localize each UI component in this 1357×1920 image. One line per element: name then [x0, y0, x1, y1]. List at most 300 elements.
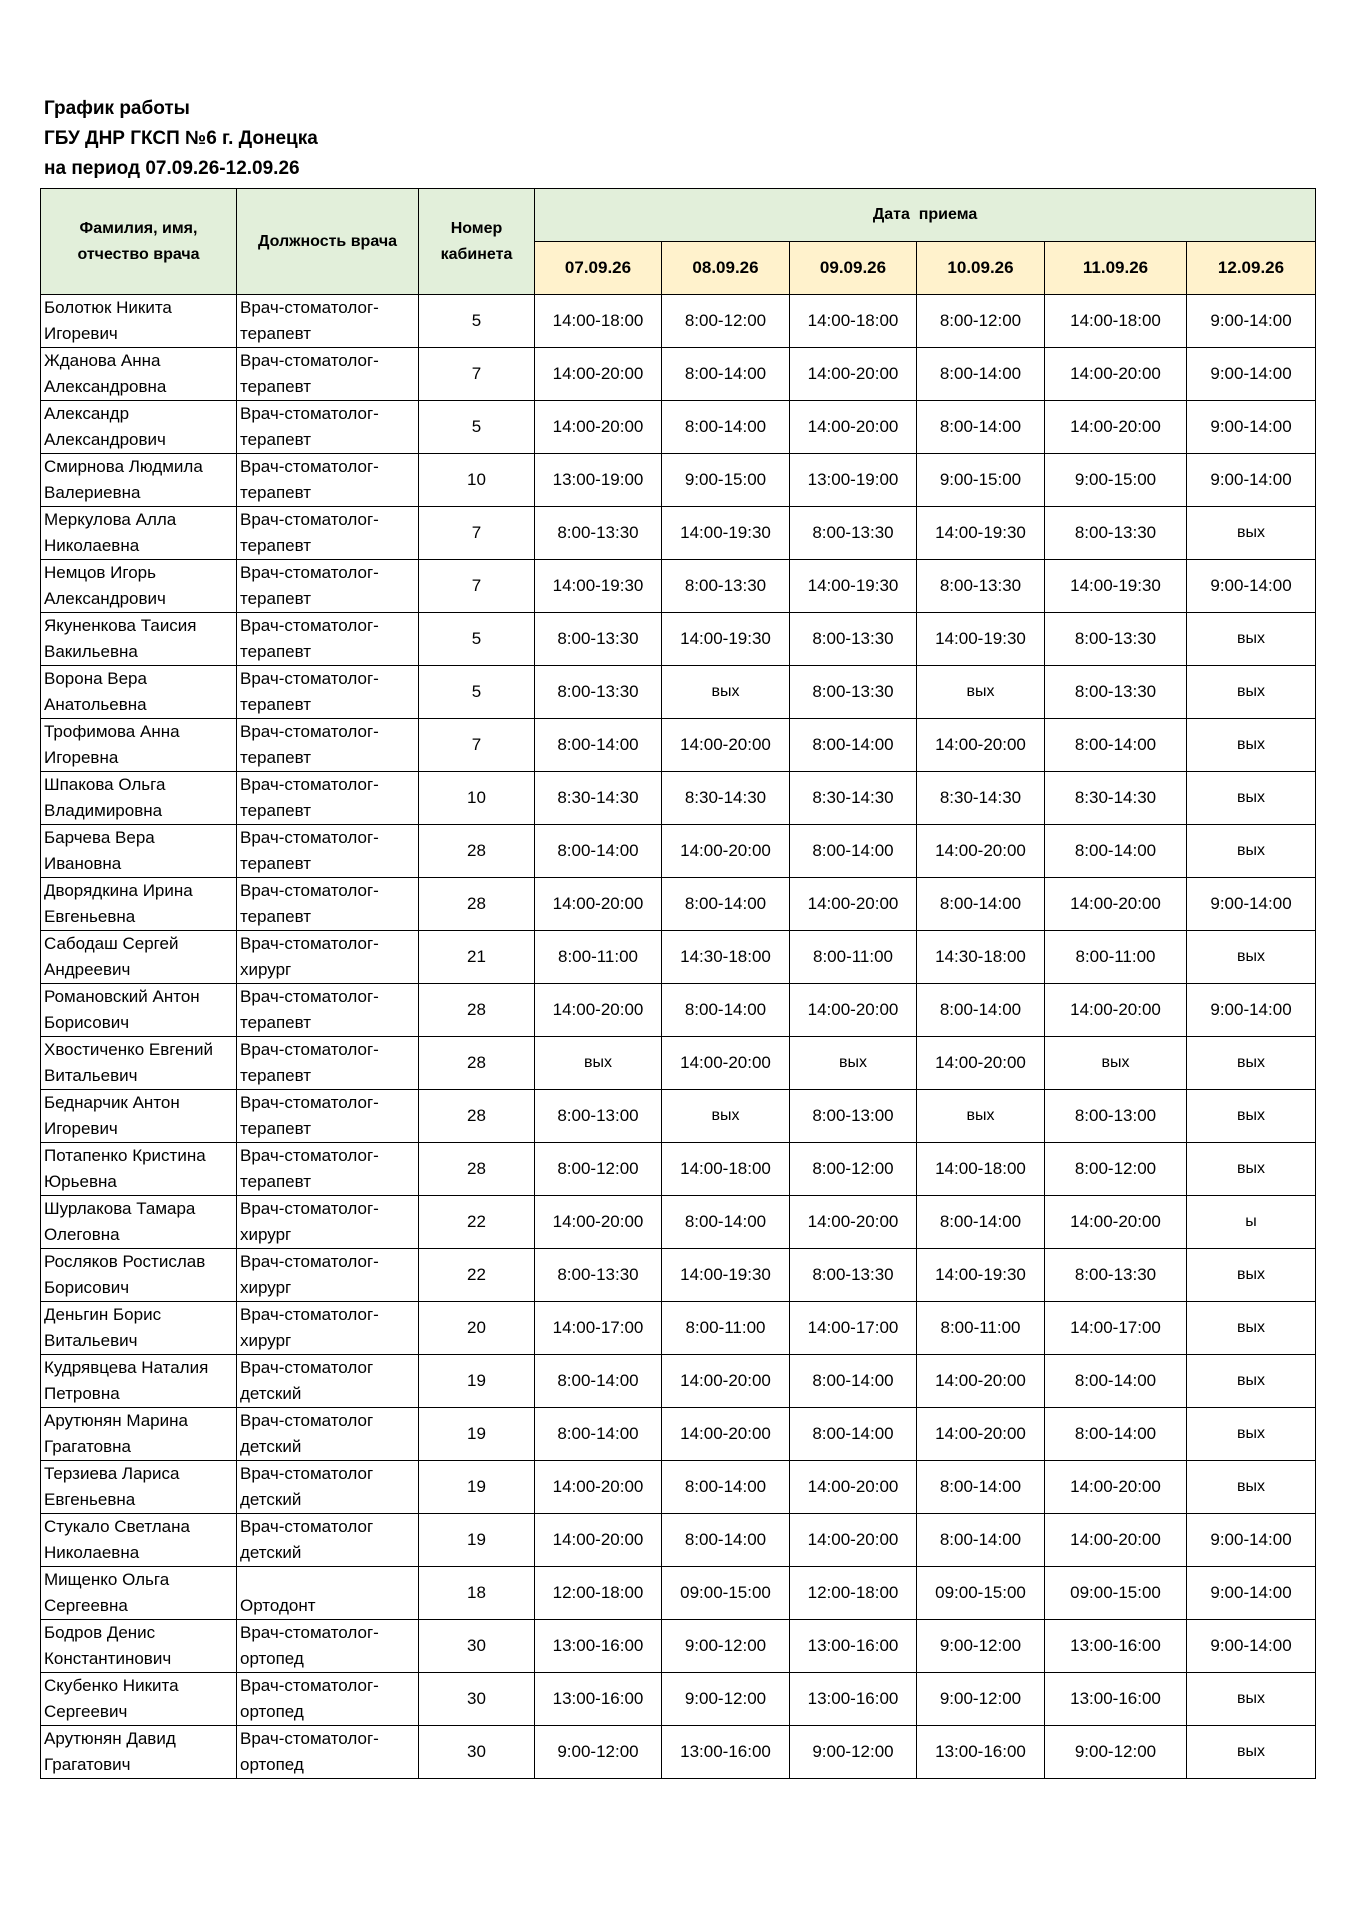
- room-number-cell: 7: [419, 348, 535, 401]
- doctor-name-line: Грагатовна: [44, 1437, 131, 1456]
- room-number-cell: 30: [419, 1620, 535, 1673]
- doctor-position-line: терапевт: [240, 1172, 312, 1191]
- table-row: [41, 719, 1316, 772]
- schedule-cell: 8:00-12:00: [535, 1143, 662, 1196]
- schedule-cell: вых: [535, 1037, 662, 1090]
- room-number-cell: 19: [419, 1514, 535, 1567]
- schedule-cell: 14:00-19:30: [917, 1249, 1045, 1302]
- schedule-cell: 12:00-18:00: [535, 1567, 662, 1620]
- doctor-name-cell: [41, 772, 237, 825]
- doctor-name-line: Арутюнян Марина: [44, 1411, 188, 1430]
- doctor-name-line: Стукало Светлана: [44, 1517, 190, 1536]
- schedule-cell: вых: [1187, 1037, 1316, 1090]
- table-row: [41, 878, 1316, 931]
- schedule-cell: 8:00-13:00: [535, 1090, 662, 1143]
- schedule-cell: 14:00-20:00: [790, 1196, 917, 1249]
- doctor-position-cell: [237, 507, 419, 560]
- schedule-cell: 9:00-14:00: [1187, 984, 1316, 1037]
- doctor-name-line: Шпакова Ольга: [44, 775, 166, 794]
- schedule-cell: 14:00-20:00: [1045, 1514, 1187, 1567]
- schedule-cell: вых: [1187, 1090, 1316, 1143]
- room-number-cell: 7: [419, 560, 535, 613]
- schedule-cell: 8:00-14:00: [662, 1461, 790, 1514]
- doctor-name-line: Александр: [44, 404, 130, 423]
- doctor-name-line: Мищенко Ольга: [44, 1570, 170, 1589]
- schedule-cell: 13:00-16:00: [790, 1673, 917, 1726]
- doctor-name-line: Шурлакова Тамара: [44, 1199, 196, 1218]
- schedule-cell: 8:00-14:00: [662, 348, 790, 401]
- schedule-cell: 8:00-11:00: [1045, 931, 1187, 984]
- doctor-name-line: Беднарчик Антон: [44, 1093, 180, 1112]
- table-row: [41, 1355, 1316, 1408]
- doctor-name-line: Грагатович: [44, 1755, 131, 1774]
- doctor-name-cell: [41, 613, 237, 666]
- doctor-position-line: терапевт: [240, 801, 312, 820]
- schedule-cell: 14:00-20:00: [790, 1461, 917, 1514]
- doctor-position-cell: [237, 1673, 419, 1726]
- doctor-name-cell: [41, 507, 237, 560]
- room-number-cell: 19: [419, 1355, 535, 1408]
- schedule-cell: 14:00-20:00: [917, 719, 1045, 772]
- schedule-cell: вых: [1045, 1037, 1187, 1090]
- doctor-name-line: Смирнова Людмила: [44, 457, 203, 476]
- schedule-cell: 14:00-20:00: [790, 401, 917, 454]
- schedule-cell: 14:00-20:00: [535, 1514, 662, 1567]
- schedule-cell: вых: [917, 1090, 1045, 1143]
- table-row: [41, 401, 1316, 454]
- doctor-position-line: [240, 1567, 418, 1593]
- document-title: [44, 94, 318, 184]
- schedule-cell: 9:00-14:00: [1187, 560, 1316, 613]
- schedule-cell: вых: [1187, 1355, 1316, 1408]
- doctor-name-line: Игоревич: [44, 1119, 118, 1138]
- table-row: [41, 1302, 1316, 1355]
- schedule-cell: 9:00-14:00: [1187, 454, 1316, 507]
- doctor-name-cell: [41, 1302, 237, 1355]
- doctor-name-line: Евгеньевна: [44, 1490, 136, 1509]
- schedule-cell: 8:00-13:30: [535, 613, 662, 666]
- schedule-cell: 9:00-14:00: [1187, 1567, 1316, 1620]
- schedule-cell: 14:00-20:00: [1045, 1196, 1187, 1249]
- doctor-name-line: Росляков Ростислав: [44, 1252, 206, 1271]
- schedule-cell: 13:00-16:00: [790, 1620, 917, 1673]
- doctor-position-line: хирург: [240, 1278, 292, 1297]
- doctor-name-cell: [41, 984, 237, 1037]
- doctor-position-cell: [237, 1302, 419, 1355]
- schedule-cell: 13:00-16:00: [1045, 1673, 1187, 1726]
- doctor-position-line: Врач-стоматолог-: [240, 987, 379, 1006]
- schedule-cell: 14:00-19:30: [535, 560, 662, 613]
- doctor-name-cell: [41, 1620, 237, 1673]
- doctor-name-cell: [41, 1461, 237, 1514]
- schedule-cell: 8:30-14:30: [662, 772, 790, 825]
- doctor-position-line: терапевт: [240, 536, 312, 555]
- doctor-position-cell: [237, 560, 419, 613]
- schedule-cell: 9:00-15:00: [917, 454, 1045, 507]
- schedule-cell: 14:00-20:00: [1045, 348, 1187, 401]
- header-date: 07.09.26: [535, 242, 662, 295]
- table-row: [41, 1461, 1316, 1514]
- table-row: [41, 1620, 1316, 1673]
- table-row: [41, 931, 1316, 984]
- title-line-2: ГБУ ДНР ГКСП №6 г. Донецка: [44, 128, 318, 149]
- doctor-position-cell: [237, 1355, 419, 1408]
- room-number-cell: 10: [419, 772, 535, 825]
- doctor-name-line: Александрович: [44, 430, 166, 449]
- table-row: [41, 1143, 1316, 1196]
- schedule-cell: 14:00-20:00: [1045, 1461, 1187, 1514]
- header-room: Номер кабинета: [419, 189, 535, 295]
- doctor-name-line: Романовский Антон: [44, 987, 200, 1006]
- table-row: [41, 507, 1316, 560]
- doctor-name-cell: [41, 1143, 237, 1196]
- doctor-position-cell: [237, 1514, 419, 1567]
- schedule-cell: 9:00-14:00: [1187, 295, 1316, 348]
- schedule-cell: 9:00-15:00: [662, 454, 790, 507]
- doctor-position-line: Врач-стоматолог-: [240, 616, 379, 635]
- schedule-cell: 8:00-12:00: [917, 295, 1045, 348]
- doctor-position-line: Врач-стоматолог-: [240, 1199, 379, 1218]
- doctor-position-cell: [237, 454, 419, 507]
- room-number-cell: 10: [419, 454, 535, 507]
- doctor-position-line: Врач-стоматолог: [240, 1464, 374, 1483]
- room-number-cell: 20: [419, 1302, 535, 1355]
- doctor-position-line: хирург: [240, 1331, 292, 1350]
- doctor-name-line: Барчева Вера: [44, 828, 155, 847]
- table-row: [41, 295, 1316, 348]
- doctor-name-line: Потапенко Кристина: [44, 1146, 206, 1165]
- room-number-cell: 28: [419, 1037, 535, 1090]
- schedule-cell: 13:00-16:00: [535, 1620, 662, 1673]
- table-body: [41, 295, 1316, 1779]
- doctor-name-cell: [41, 348, 237, 401]
- schedule-cell: 8:00-14:00: [1045, 1408, 1187, 1461]
- schedule-cell: вых: [1187, 772, 1316, 825]
- schedule-cell: 14:00-20:00: [1045, 401, 1187, 454]
- schedule-cell: вых: [790, 1037, 917, 1090]
- schedule-cell: 9:00-14:00: [1187, 1620, 1316, 1673]
- doctor-name-cell: [41, 1673, 237, 1726]
- schedule-cell: 13:00-16:00: [917, 1726, 1045, 1779]
- doctor-name-line: Ворона Вера: [44, 669, 147, 688]
- doctor-position-line: Врач-стоматолог-: [240, 934, 379, 953]
- schedule-cell: 8:00-14:00: [662, 1514, 790, 1567]
- schedule-cell: ы: [1187, 1196, 1316, 1249]
- table-row: [41, 984, 1316, 1037]
- doctor-position-line: детский: [240, 1543, 302, 1562]
- doctor-name-line: Арутюнян Давид: [44, 1729, 176, 1748]
- room-number-cell: 28: [419, 878, 535, 931]
- doctor-name-cell: [41, 401, 237, 454]
- doctor-name-line: Якуненкова Таисия: [44, 616, 197, 635]
- room-number-cell: 5: [419, 401, 535, 454]
- doctor-name-line: Кудрявцева Наталия: [44, 1358, 209, 1377]
- doctor-position-line: терапевт: [240, 642, 312, 661]
- schedule-cell: 8:00-14:00: [917, 1196, 1045, 1249]
- schedule-cell: 14:00-20:00: [917, 1408, 1045, 1461]
- schedule-cell: 14:00-19:30: [790, 560, 917, 613]
- doctor-name-line: Юрьевна: [44, 1172, 117, 1191]
- schedule-cell: 14:00-20:00: [535, 1461, 662, 1514]
- schedule-cell: 14:00-20:00: [535, 878, 662, 931]
- doctor-position-cell: [237, 1249, 419, 1302]
- schedule-cell: 09:00-15:00: [917, 1567, 1045, 1620]
- doctor-name-cell: [41, 1408, 237, 1461]
- doctor-position-line: терапевт: [240, 483, 312, 502]
- doctor-position-line: Врач-стоматолог-: [240, 669, 379, 688]
- schedule-cell: 14:00-20:00: [535, 401, 662, 454]
- schedule-cell: 14:00-20:00: [917, 825, 1045, 878]
- doctor-position-line: Врач-стоматолог-: [240, 1305, 379, 1324]
- doctor-name-line: Меркулова Алла: [44, 510, 177, 529]
- doctor-name-cell: [41, 1355, 237, 1408]
- room-number-cell: 21: [419, 931, 535, 984]
- doctor-position-cell: [237, 1143, 419, 1196]
- doctor-position-line: Врач-стоматолог-: [240, 1676, 379, 1695]
- doctor-position-cell: [237, 1090, 419, 1143]
- schedule-cell: вых: [662, 666, 790, 719]
- doctor-position-cell: [237, 1037, 419, 1090]
- doctor-position-line: терапевт: [240, 854, 312, 873]
- schedule-cell: 14:00-17:00: [790, 1302, 917, 1355]
- doctor-position-line: терапевт: [240, 1013, 312, 1032]
- schedule-cell: 9:00-14:00: [1187, 348, 1316, 401]
- schedule-cell: 8:00-13:30: [1045, 1249, 1187, 1302]
- doctor-name-line: Ивановна: [44, 854, 122, 873]
- doctor-position-line: Врач-стоматолог-: [240, 563, 379, 582]
- doctor-position-cell: [237, 1461, 419, 1514]
- schedule-cell: 14:00-20:00: [662, 1408, 790, 1461]
- doctor-position-line: Врач-стоматолог-: [240, 775, 379, 794]
- schedule-cell: 8:00-11:00: [917, 1302, 1045, 1355]
- room-number-cell: 28: [419, 984, 535, 1037]
- schedule-cell: 14:00-18:00: [535, 295, 662, 348]
- doctor-name-line: Трофимова Анна: [44, 722, 180, 741]
- table-row: [41, 1673, 1316, 1726]
- doctor-position-cell: [237, 613, 419, 666]
- doctor-name-cell: [41, 931, 237, 984]
- table-row: [41, 1196, 1316, 1249]
- doctor-position-line: терапевт: [240, 748, 312, 767]
- table-row: [41, 1726, 1316, 1779]
- schedule-cell: 8:00-12:00: [662, 295, 790, 348]
- room-number-cell: 5: [419, 666, 535, 719]
- header-date: 11.09.26: [1045, 242, 1187, 295]
- schedule-cell: 8:00-13:00: [1045, 1090, 1187, 1143]
- schedule-cell: 9:00-14:00: [1187, 401, 1316, 454]
- schedule-cell: вых: [1187, 1302, 1316, 1355]
- doctor-name-cell: [41, 1249, 237, 1302]
- doctor-name-line: Игоревич: [44, 324, 118, 343]
- schedule-cell: 8:00-14:00: [790, 1355, 917, 1408]
- schedule-cell: 14:00-20:00: [1045, 878, 1187, 931]
- doctor-position-cell: [237, 825, 419, 878]
- schedule-cell: 8:00-13:00: [790, 1090, 917, 1143]
- doctor-name-cell: [41, 878, 237, 931]
- doctor-position-line: Врач-стоматолог-: [240, 722, 379, 741]
- doctor-name-cell: [41, 454, 237, 507]
- schedule-cell: 14:00-20:00: [535, 984, 662, 1037]
- doctor-position-line: Врач-стоматолог-: [240, 298, 379, 317]
- schedule-cell: 14:00-17:00: [1045, 1302, 1187, 1355]
- schedule-cell: 14:00-18:00: [917, 1143, 1045, 1196]
- schedule-cell: 8:00-14:00: [790, 719, 917, 772]
- schedule-cell: 8:00-14:00: [662, 878, 790, 931]
- schedule-cell: вых: [662, 1090, 790, 1143]
- schedule-cell: 9:00-14:00: [1187, 1514, 1316, 1567]
- doctor-position-line: Врач-стоматолог-: [240, 510, 379, 529]
- schedule-cell: 14:00-20:00: [662, 1037, 790, 1090]
- schedule-cell: вых: [1187, 1143, 1316, 1196]
- doctor-name-line: Анатольевна: [44, 695, 147, 714]
- room-number-cell: 22: [419, 1249, 535, 1302]
- doctor-position-cell: [237, 719, 419, 772]
- schedule-cell: 8:00-13:30: [535, 666, 662, 719]
- schedule-cell: 09:00-15:00: [1045, 1567, 1187, 1620]
- doctor-name-cell: [41, 825, 237, 878]
- schedule-cell: 9:00-12:00: [917, 1673, 1045, 1726]
- doctor-position-line: ортопед: [240, 1702, 304, 1721]
- schedule-cell: 8:00-14:00: [662, 1196, 790, 1249]
- doctor-position-cell: [237, 1196, 419, 1249]
- doctor-name-line: Петровна: [44, 1384, 120, 1403]
- schedule-cell: 9:00-15:00: [1045, 454, 1187, 507]
- schedule-cell: 14:00-18:00: [790, 295, 917, 348]
- schedule-cell: 8:00-14:00: [917, 984, 1045, 1037]
- schedule-cell: 14:00-20:00: [662, 825, 790, 878]
- schedule-cell: 8:00-13:30: [535, 507, 662, 560]
- doctor-position-line: Врач-стоматолог-: [240, 1252, 379, 1271]
- schedule-cell: 8:30-14:30: [1045, 772, 1187, 825]
- schedule-cell: вых: [1187, 1461, 1316, 1514]
- doctor-name-line: Александровна: [44, 377, 167, 396]
- doctor-name-line: Сергеевна: [44, 1596, 128, 1615]
- doctor-name-line: Дворядкина Ирина: [44, 881, 193, 900]
- header-position: Должность врача: [237, 189, 419, 295]
- schedule-cell: 9:00-12:00: [662, 1673, 790, 1726]
- doctor-position-line: хирург: [240, 1225, 292, 1244]
- schedule-cell: вых: [1187, 825, 1316, 878]
- schedule-cell: 14:00-19:30: [917, 613, 1045, 666]
- table-row: [41, 1037, 1316, 1090]
- schedule-cell: 8:00-13:30: [790, 613, 917, 666]
- schedule-cell: вых: [1187, 1673, 1316, 1726]
- header-date-group: Дата приема: [535, 189, 1316, 242]
- table-row: [41, 1514, 1316, 1567]
- doctor-position-line: хирург: [240, 960, 292, 979]
- schedule-cell: 9:00-12:00: [662, 1620, 790, 1673]
- doctor-name-line: Сергеевич: [44, 1702, 128, 1721]
- doctor-name-line: Хвостиченко Евгений: [44, 1040, 213, 1059]
- doctor-position-cell: [237, 1726, 419, 1779]
- doctor-name-cell: [41, 560, 237, 613]
- table-row: [41, 666, 1316, 719]
- room-number-cell: 30: [419, 1673, 535, 1726]
- schedule-cell: 8:00-14:00: [917, 348, 1045, 401]
- schedule-cell: 9:00-12:00: [917, 1620, 1045, 1673]
- room-number-cell: 18: [419, 1567, 535, 1620]
- doctor-position-line: Врач-стоматолог-: [240, 1040, 379, 1059]
- doctor-name-line: Немцов Игорь: [44, 563, 156, 582]
- schedule-cell: 8:00-14:00: [790, 1408, 917, 1461]
- schedule-cell: 8:00-11:00: [535, 931, 662, 984]
- schedule-cell: 14:00-20:00: [790, 1514, 917, 1567]
- schedule-cell: 8:00-13:30: [1045, 666, 1187, 719]
- doctor-position-cell: [237, 295, 419, 348]
- doctor-name-line: Константинович: [44, 1649, 172, 1668]
- table-row: [41, 1408, 1316, 1461]
- doctor-position-cell: [237, 878, 419, 931]
- schedule-cell: 8:00-11:00: [662, 1302, 790, 1355]
- doctor-position-line: терапевт: [240, 324, 312, 343]
- doctor-name-cell: [41, 1037, 237, 1090]
- schedule-cell: 14:00-19:30: [662, 507, 790, 560]
- doctor-position-line: терапевт: [240, 695, 312, 714]
- doctor-name-line: Скубенко Никита: [44, 1676, 179, 1695]
- schedule-cell: 8:00-14:00: [790, 825, 917, 878]
- schedule-cell: 13:00-16:00: [1045, 1620, 1187, 1673]
- doctor-name-line: Жданова Анна: [44, 351, 161, 370]
- schedule-cell: 14:00-19:30: [917, 507, 1045, 560]
- doctor-name-line: Николаевна: [44, 1543, 140, 1562]
- schedule-cell: вых: [1187, 1408, 1316, 1461]
- doctor-name-line: Витальевич: [44, 1331, 138, 1350]
- schedule-cell: 14:00-20:00: [917, 1037, 1045, 1090]
- table-row: [41, 772, 1316, 825]
- schedule-cell: 8:00-14:00: [535, 1355, 662, 1408]
- doctor-position-line: терапевт: [240, 377, 312, 396]
- schedule-cell: 13:00-16:00: [662, 1726, 790, 1779]
- table-row: [41, 613, 1316, 666]
- doctor-position-line: Ортодонт: [240, 1596, 316, 1615]
- table-row: [41, 1567, 1316, 1620]
- doctor-position-cell: [237, 401, 419, 454]
- doctor-position-line: Врач-стоматолог: [240, 1517, 374, 1536]
- schedule-cell: 14:00-19:30: [662, 1249, 790, 1302]
- schedule-cell: 14:00-20:00: [1045, 984, 1187, 1037]
- schedule-cell: 13:00-19:00: [790, 454, 917, 507]
- doctor-position-line: терапевт: [240, 1066, 312, 1085]
- doctor-name-cell: [41, 295, 237, 348]
- room-number-cell: 5: [419, 613, 535, 666]
- schedule-cell: 14:00-20:00: [790, 878, 917, 931]
- doctor-position-line: детский: [240, 1384, 302, 1403]
- schedule-cell: 14:00-20:00: [790, 984, 917, 1037]
- schedule-cell: вых: [1187, 719, 1316, 772]
- doctor-position-cell: [237, 984, 419, 1037]
- doctor-name-line: Валериевна: [44, 483, 141, 502]
- doctor-name-line: Витальевич: [44, 1066, 138, 1085]
- doctor-name-line: Владимировна: [44, 801, 163, 820]
- schedule-cell: 8:00-12:00: [1045, 1143, 1187, 1196]
- title-line-3: на период 07.09.26-12.09.26: [44, 158, 300, 179]
- schedule-cell: вых: [1187, 1726, 1316, 1779]
- schedule-cell: вых: [1187, 1249, 1316, 1302]
- schedule-cell: 8:00-13:30: [790, 507, 917, 560]
- schedule-cell: 14:00-20:00: [662, 1355, 790, 1408]
- schedule-cell: 12:00-18:00: [790, 1567, 917, 1620]
- schedule-cell: 8:00-11:00: [790, 931, 917, 984]
- table-row: [41, 1249, 1316, 1302]
- room-number-cell: 19: [419, 1408, 535, 1461]
- doctor-position-cell: [237, 931, 419, 984]
- schedule-cell: 14:00-20:00: [917, 1355, 1045, 1408]
- doctor-name-line: Игоревна: [44, 748, 119, 767]
- room-number-cell: 19: [419, 1461, 535, 1514]
- room-number-cell: 28: [419, 1090, 535, 1143]
- room-number-cell: 30: [419, 1726, 535, 1779]
- doctor-name-line: Андреевич: [44, 960, 131, 979]
